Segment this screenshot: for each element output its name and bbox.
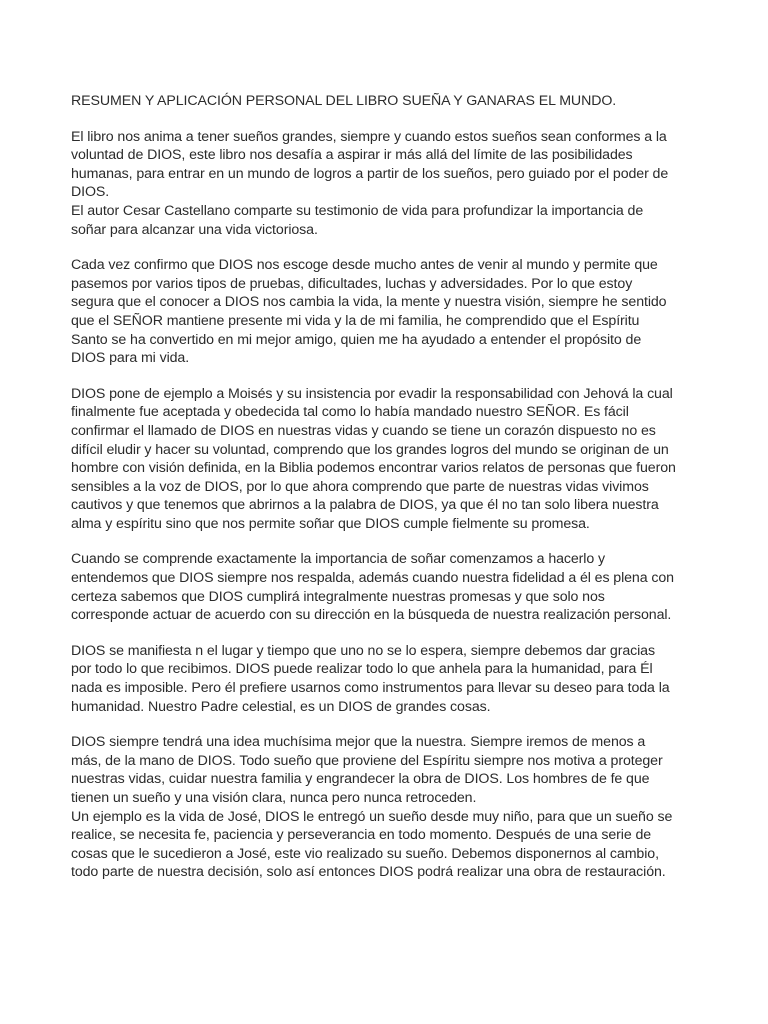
paragraph-line: alma y espíritu sino que nos permite soñar que DIOS cumple fielmente su promesa. — [71, 515, 590, 532]
paragraph-line: soñar para alcanzar una vida victoriosa. — [71, 221, 318, 238]
paragraph-line: sensibles a la voz de DIOS, por lo que ahora comprendo que parte de nuestras vidas vivimos — [71, 478, 649, 495]
paragraph-line: Santo se ha convertido en mi mejor amigo, quien me ha ayudado a entender el propósito de — [71, 331, 642, 348]
paragraph-line: que el SEÑOR mantiene presente mi vida y la de mi familia, he comprendido que el Espíritu — [71, 312, 640, 329]
paragraph-line: DIOS. — [71, 184, 110, 201]
paragraph-line: Cada vez confirmo que DIOS nos escoge desde mucho antes de venir al mundo y permite que — [71, 257, 658, 274]
paragraph-line: DIOS para mi vida. — [71, 350, 190, 367]
paragraph-line: DIOS pone de ejemplo a Moisés y su insistencia por evadir la responsabilidad con Jehová la cual — [71, 385, 673, 402]
paragraph-line: nada es imposible. Pero él prefiere usarnos como instrumentos para llevar su deseo para toda la — [71, 680, 670, 697]
paragraph-line: El autor Cesar Castellano comparte su testimonio de vida para profundizar la importancia de — [71, 202, 644, 219]
paragraph — [71, 733, 708, 882]
paragraph-line: difícil eludir y hacer su voluntad, comprendo que los grandes logros del mundo se originan de un — [71, 441, 669, 458]
paragraph-line: corresponde actuar de acuerdo con su dirección en la búsqueda de nuestra realización personal. — [71, 607, 672, 624]
paragraph-line: hombre con visión definida, en la Biblia podemos encontrar varios relatos de personas que fueron — [71, 460, 676, 477]
paragraph-line: voluntad de DIOS, este libro nos desafía a aspirar ir más allá del límite de las posibilidades — [71, 147, 633, 164]
paragraph-line: confirmar el llamado de DIOS en nuestras vidas y cuando se tiene un corazón dispuesto no es — [71, 422, 656, 439]
paragraph-line: humanas, para entrar en un mundo de logros a partir de los sueños, pero guiado por el poder de — [71, 165, 669, 182]
paragraph-line: cosas que le sucedieron a José, este vio realizado su sueño. Debemos disponernos al cambio, — [71, 845, 659, 862]
paragraph-line: realice, se necesita fe, paciencia y perseverancia en todo momento. Después de una serie de — [71, 827, 652, 844]
paragraph-line: segura que el conocer a DIOS nos cambia la vida, la mente y nuestra visión, siempre he sentido — [71, 294, 667, 311]
paragraph-line: cautivos y que tenemos que abrirnos a la palabra de DIOS, ya que él no tan solo libera nuestra — [71, 497, 659, 514]
document-body — [71, 128, 708, 882]
paragraph-line: Un ejemplo es la vida de José, DIOS le entregó un sueño desde muy niño, para que un sueño se — [71, 808, 673, 825]
paragraph — [71, 642, 708, 716]
paragraph-line: humanidad. Nuestro Padre celestial, es un DIOS de grandes cosas. — [71, 698, 491, 715]
paragraph-line: todo parte de nuestra decisión, solo así entonces DIOS podrá realizar una obra de restauración. — [71, 864, 666, 881]
paragraph-line: El libro nos anima a tener sueños grandes, siempre y cuando estos sueños sean conformes a la — [71, 128, 667, 145]
paragraph-line: tienen un sueño y una visión clara, nunca pero nunca retroceden. — [71, 790, 477, 806]
paragraph-line: DIOS se manifiesta n el lugar y tiempo que uno no se lo espera, siempre debemos dar gracias — [71, 642, 655, 659]
paragraph-line: pasemos por varios tipos de pruebas, dificultades, luchas y adversidades. Por lo que estoy — [71, 275, 633, 292]
paragraph-line: finalmente fue aceptada y obedecida tal como lo había mandado nuestro SEÑOR. Es fácil — [71, 404, 629, 421]
paragraph-line: Cuando se comprende exactamente la importancia de soñar comenzamos a hacerlo y — [71, 551, 605, 568]
paragraph-line: nuestras vidas, cuidar nuestra familia y engrandecer la obra de DIOS. Los hombres de fe que — [71, 771, 650, 788]
paragraph — [71, 385, 708, 534]
paragraph-line: más, de la mano de DIOS. Todo sueño que proviene del Espíritu siempre nos motiva a proteger — [71, 752, 663, 769]
document-title: RESUMEN Y APLICACIÓN PERSONAL DEL LIBRO SUEÑA Y GANARAS EL MUNDO. — [71, 93, 617, 109]
paragraph-line: entendemos que DIOS siempre nos respalda, además cuando nuestra fidelidad a él es plena con — [71, 570, 674, 587]
paragraph-line: DIOS siempre tendrá una idea muchísima mejor que la nuestra. Siempre iremos de menos a — [71, 734, 646, 751]
paragraph-line: por todo lo que recibimos. DIOS puede realizar todo lo que anhela para la humanidad, para Él — [71, 661, 653, 678]
paragraph — [71, 550, 708, 624]
paragraph — [71, 128, 708, 240]
paragraph — [71, 256, 708, 368]
paragraph-line: certeza sabemos que DIOS cumplirá integralmente nuestras promesas y que solo nos — [71, 588, 605, 605]
